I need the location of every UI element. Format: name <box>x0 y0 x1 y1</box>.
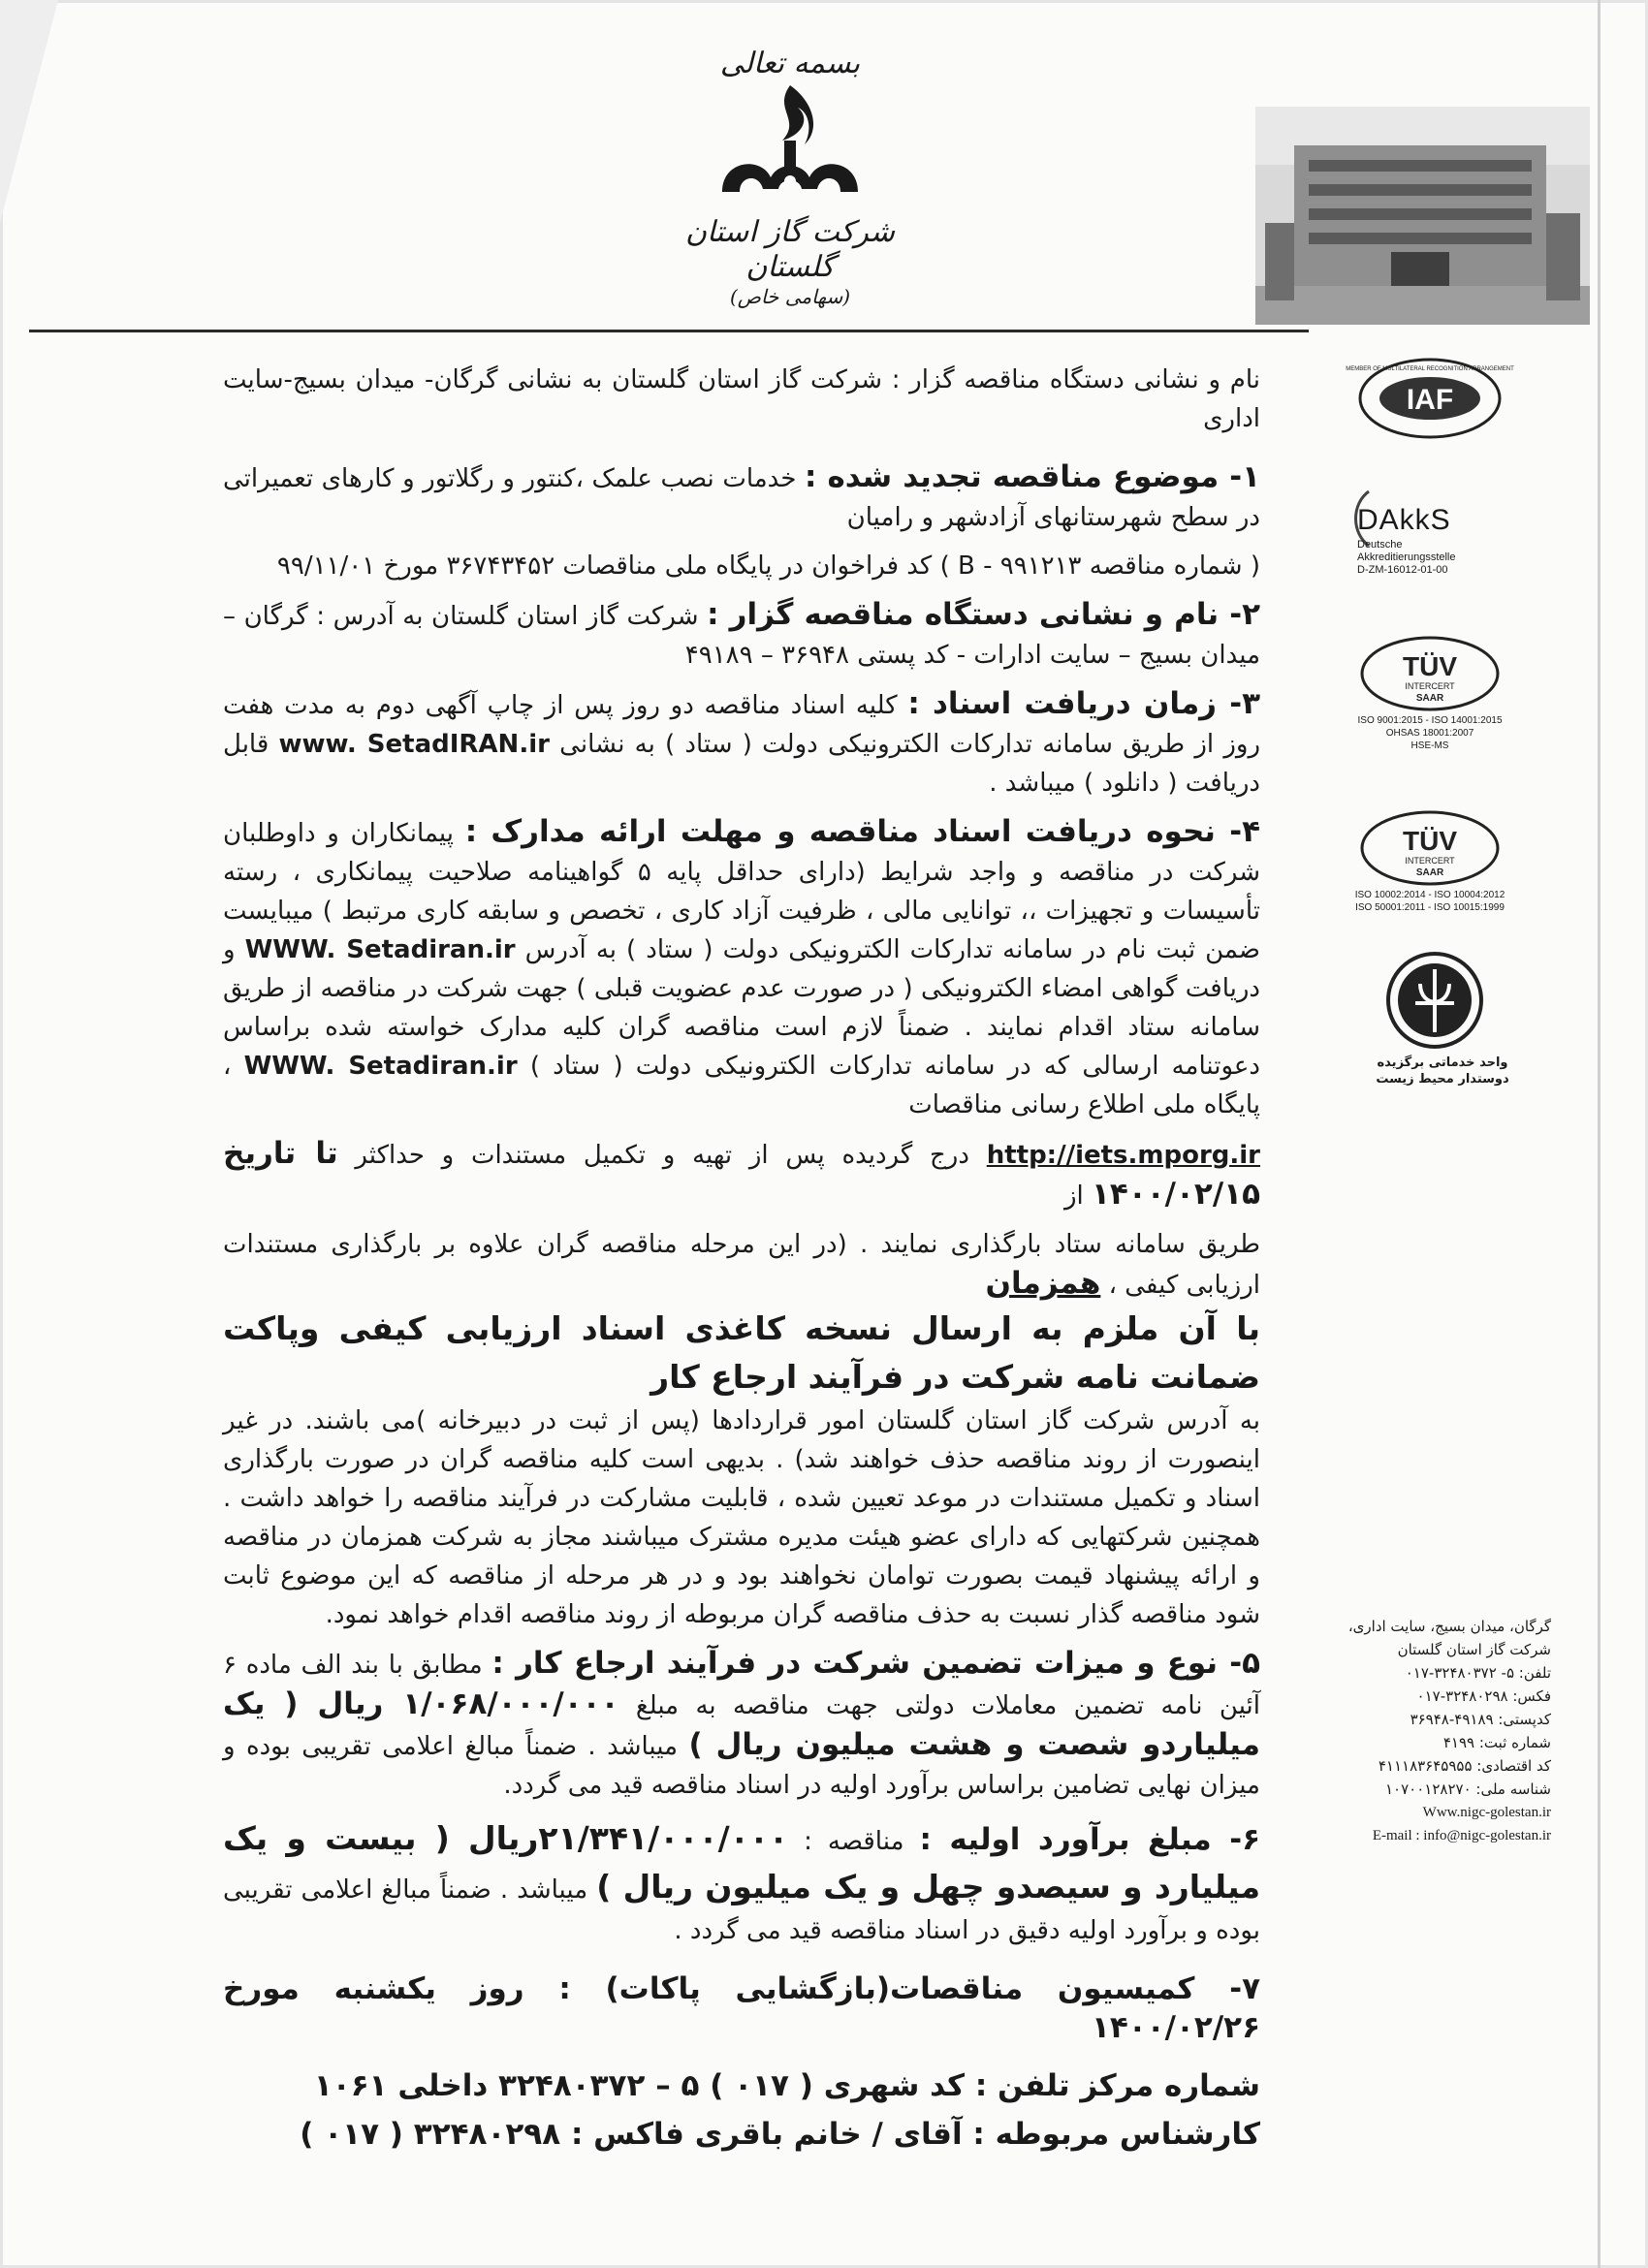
intro-line: نام و نشانی دستگاه مناقصه گزار : شرکت گاز استان گلستان به نشانی گرگان- میدان بسیج-سایت اداری <box>223 365 1260 433</box>
setadiran-link-2[interactable]: WWW. Setadiran.ir <box>243 1052 518 1081</box>
dakks-line2: Akkreditierungsstelle <box>1357 551 1456 563</box>
env-line2: دوستدار محیط زیست <box>1376 1072 1509 1087</box>
tuv1-ohsas: OHSAS 18001:2007 <box>1385 728 1474 739</box>
company-type: (سهامی خاص) <box>729 285 851 308</box>
iets-link[interactable]: http://iets.mporg.ir <box>986 1141 1261 1170</box>
tuv2-iso2: ISO 50001:2011 - ISO 10015:1999 <box>1355 902 1505 913</box>
tuv1-sub1: INTERCERT <box>1405 681 1455 691</box>
section-2 <box>223 595 1260 675</box>
tuv1-sub2: SAAR <box>1415 693 1444 704</box>
iaf-ring-text: MEMBER OF MULTILATERAL RECOGNITION ARRANGEMENT <box>1346 366 1514 372</box>
section-5-text-b: میباشد . ضمناً مبالغ اعلامی تقریبی بوده و میزان نهایی تضامین براساس برآورد اولیه در اسناد مناقصه قید می گردد. <box>223 1732 1260 1800</box>
section-1-text: خدمات نصب علمک ،کنتور و رگلاتور و کارهای تعمیراتی در سطح شهرستانهای آزادشهر و رامیان <box>223 464 1260 532</box>
dakks-name: DAkkS <box>1357 504 1451 536</box>
section-4-text-b: و دریافت گواهی امضاء الکترونیکی ( در صورت عدم عضویت قبلی ) جهت شرکت در مناقصه از طریق سامانه ستاد اقدام نمایند . ضمناً لازم است مناقصه گران کلیه مدارک خواسته شده براساس دعوتنامه ارسالی که در سامانه تدارکات الکترونیکی دولت ( ستاد ) <box>223 935 1260 1081</box>
company-name: شرکت گاز استان گلستان <box>684 215 896 284</box>
section-2-heading: ۲- نام و نشانی دستگاه مناقصه گزار : <box>707 597 1261 632</box>
company-contact-block <box>1326 1615 1551 1847</box>
section-4-text-d: درج گردیده پس از تهیه و تکمیل مستندات و حداکثر <box>355 1141 969 1170</box>
setadiran-link-1[interactable]: WWW. Setadiran.ir <box>244 935 516 964</box>
tuv1-standards <box>1347 714 1512 752</box>
tuv1-hse: HSE-MS <box>1410 740 1449 751</box>
section-4-heading: ۴- نحوه دریافت اسناد مناقصه و مهلت ارائه مدارک : <box>464 814 1260 849</box>
section-5 <box>223 1644 1260 1805</box>
environment-award-text <box>1365 1055 1520 1087</box>
env-line1: واحد خدماتی برگزیده <box>1377 1055 1508 1070</box>
contact-fax: فکس: ۳۲۴۸۰۲۹۸-۰۱۷ <box>1416 1687 1551 1705</box>
contact-email[interactable]: E-mail : info@nigc-golestan.ir <box>1372 1828 1551 1843</box>
tender-notice-body <box>223 361 1260 2154</box>
section-4-deadline-line <box>223 1134 1260 1215</box>
tuv2-standards <box>1347 889 1512 914</box>
contact-economic-code: کد اقتصادی: ۴۱۱۱۸۳۶۴۵۹۵۵ <box>1378 1757 1551 1775</box>
dakks-subtext <box>1357 539 1532 577</box>
company-logo-block <box>669 39 911 330</box>
contact-address-2: شرکت گاز استان گلستان <box>1397 1641 1551 1658</box>
section-4-upload <box>223 1225 1260 1305</box>
section-6-heading: ۶- مبلغ برآورد اولیه : <box>919 1822 1260 1857</box>
section-6 <box>223 1814 1260 1950</box>
tuv2-iso1: ISO 10002:2014 - ISO 10004:2012 <box>1354 890 1505 900</box>
tuv2-sub1: INTERCERT <box>1405 856 1455 866</box>
tuv-cert-icon-2 <box>1357 809 1503 887</box>
guarantee-amount: ۱/۰۶۸/۰۰۰/۰۰۰ ریال ( یک میلیاردو شصت و هشت میلیون ریال ) <box>223 1686 1260 1762</box>
contact-address-1: گرگان، میدان بسیج، سایت اداری، <box>1347 1618 1551 1635</box>
bismillah: بسمه تعالی <box>719 47 861 80</box>
section-1 <box>223 457 1260 537</box>
contact-phone: تلفن: ۵- ۳۲۴۸۰۳۷۲-۰۱۷ <box>1405 1664 1551 1682</box>
contact-national-id: شناسه ملی: ۱۰۷۰۰۱۲۸۲۷۰ <box>1385 1780 1551 1798</box>
phone-line: شماره مرکز تلفن : کد شهری ( ۰۱۷ ) ۵ – ۳۲۴۸۰۳۷۲ داخلی ۱۰۶۱ <box>313 2068 1260 2103</box>
tuv-cert-icon-1 <box>1357 635 1503 712</box>
section-7: ۷- کمیسیون مناقصات(بازگشایی پاکات) : روز یکشنبه مورخ ۱۴۰۰/۰۲/۲۶ <box>223 1971 1260 2045</box>
expert-line: کارشناس مربوطه : آقای / خانم باقری فاکس : ۳۲۴۸۰۲۹۸ ( ۰۱۷ ) <box>300 2117 1260 2152</box>
section-6-text: میباشد . ضمناً مبالغ اعلامی تقریبی بوده و برآورد اولیه دقیق در اسناد مناقصه قید می گردد . <box>223 1875 1260 1945</box>
section-6-label: مناقصه : <box>804 1827 904 1856</box>
section-5-text-a: مطابق با بند الف ماده ۶ آئین نامه تضمین معاملات دولتی جهت مناقصه به مبلغ <box>223 1651 1261 1720</box>
section-4-text-e: از <box>1063 1181 1084 1211</box>
section-4-bold-requirement: با آن ملزم به ارسال نسخه کاغذی اسناد ارزیابی کیفی وپاکت ضمانت نامه شرکت در فرآیند ارجاع کار <box>223 1309 1260 1396</box>
tuv1-iso: ISO 9001:2015 - ISO 14001:2015 <box>1357 715 1503 726</box>
section-3-heading: ۳- زمان دریافت اسناد : <box>907 686 1261 721</box>
section-1-ref: ( شماره مناقصه B - ۹۹۱۲۱۳ ) کد فراخوان در پایگاه ملی مناقصات ۳۶۷۴۳۴۵۲ مورخ ۹۹/۱۱/۰۱ <box>276 551 1260 581</box>
section-1-heading: ۱- موضوع مناقصه تجدید شده : <box>804 459 1261 494</box>
contact-postal: کدپستی: ۴۹۱۸۹-۳۶۹۴۸ <box>1410 1711 1551 1728</box>
section-3-text-a: کلیه اسناد مناقصه دو روز پس از چاپ آگهی دوم به مدت هفت روز از طریق سامانه تدارکات الکترونیکی دولت ( ستاد ) به نشانی <box>223 691 1261 759</box>
tuv2-name: TÜV <box>1403 826 1457 856</box>
section-4-text-f: طریق سامانه ستاد بارگذاری نمایند . (در این مرحله مناقصه گران علاوه بر بارگذاری مستندات ارزیابی کیفی ، <box>223 1230 1260 1300</box>
right-border <box>1598 0 1600 2268</box>
section-4-text-c: ، پایگاه ملی اطلاع رسانی مناقصات <box>223 1052 1260 1119</box>
iaf-cert-icon <box>1346 357 1514 440</box>
section-3-text-b: قابل دریافت ( دانلود ) میباشد . <box>223 730 1260 798</box>
section-4-text-a: پیمانکاران و داوطلبان شرکت در مناقصه و واجد شرایط (دارای حداقل پایه ۵ گواهینامه صلاحیت پیمانکاری ، رسته تأسیسات و تجهیزات ،، توانایی مالی ، ظرفیت آزاد کاری ، تخصص و سابقه کاری مرتبط ) میبایست ضمن ثبت نام در سامانه تدارکات الکترونیکی دولت ( ستاد ) به آدرس <box>223 819 1261 964</box>
section-5-heading: ۵- نوع و میزات تضمین شرکت در فرآیند ارجاع کار : <box>491 1646 1261 1681</box>
contact-website[interactable]: Www.nigc-golestan.ir <box>1422 1805 1551 1820</box>
deadline-date: تا تاریخ ۱۴۰۰/۰۲/۱۵ <box>223 1136 1260 1212</box>
simultaneous-label: همزمان <box>985 1266 1101 1301</box>
environment-award-icon <box>1381 950 1488 1052</box>
setad-link[interactable]: www. SetadIRAN.ir <box>278 730 550 759</box>
dakks-line1: Deutsche <box>1357 539 1403 551</box>
section-3 <box>223 684 1260 803</box>
contact-registration: شماره ثبت: ۴۱۹۹ <box>1442 1734 1551 1751</box>
page-fold <box>0 0 58 223</box>
tuv2-sub2: SAAR <box>1415 867 1444 878</box>
tuv1-name: TÜV <box>1403 651 1457 681</box>
section-4 <box>223 812 1260 1124</box>
building-photo <box>1255 107 1590 325</box>
iaf-label: IAF <box>1406 384 1454 416</box>
dakks-code: D-ZM-16012-01-00 <box>1357 564 1448 576</box>
estimate-amount: ۲۱/۳۴۱/۰۰۰/۰۰۰ریال ( بیست و یک میلیارد و سیصدو چهل و یک میلیون ریال ) <box>223 1819 1261 1906</box>
section-4-details: به آدرس شرکت گاز استان گلستان امور قراردادها (پس از ثبت در دبیرخانه )می باشند. در غیر اینصورت از روند مناقصه حذف خواهند شد) . بدیهی است کلیه مناقصه گران در صورت بارگذاری اسناد و تکمیل مستندات در موعد تعیین شده ، قابلیت مشارکت در فرآیند مناقصه را خواهد داشت . همچنین شرکتهایی که دارای عضو هیئت مدیره مشترک میباشند مجاز به شرکت همزمان در مناقصه و ارائه پیشنهاد قیمت بصورت توامان نخواهند بود و در هر مرحله از مناقصه که این موضوع ثابت شود مناقصه گذار نسبت به حذف مناقصه گران مربوطه از روند مناقصه اقدام خواهد نمود. <box>223 1406 1260 1629</box>
header-rule <box>29 330 1309 332</box>
section-2-text: شرکت گاز استان گلستان به آدرس : گرگان – میدان بسیج – سایت ادارات - کد پستی ۳۶۹۴۸ – ۴۹۱۸۹ <box>223 602 1260 670</box>
flame-logo-icon <box>713 80 868 211</box>
